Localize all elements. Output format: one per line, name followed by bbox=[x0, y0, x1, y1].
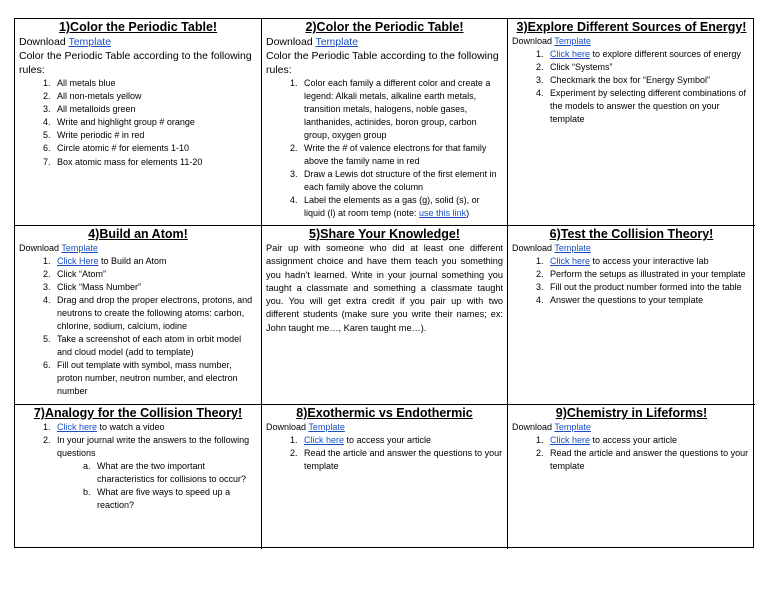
list-item: 4. Label the elements as a gas (g), solid (s), or liquid (l) at room temp (note: use this link) bbox=[300, 194, 503, 220]
template-link[interactable]: Template bbox=[61, 243, 98, 253]
cell-title: 1)Color the Periodic Table! bbox=[58, 20, 218, 34]
list-item: 4. Drag and drop the proper electrons, protons, and neutrons to create the following atoms: carbon, chlorine, sodium, calcium, iodine bbox=[53, 294, 257, 333]
choice-board-grid bbox=[14, 18, 754, 548]
list-item: 2. In your journal write the answers to the following questions a. What are the two important characteristics for collisions to occur? b. What are five ways to speed up a reaction? bbox=[53, 434, 257, 512]
download-line: Download Template bbox=[266, 422, 345, 432]
list-item: 3. Checkmark the box for “Energy Symbol” bbox=[546, 74, 751, 87]
list-item: 2. Perform the setups as illustrated in your template bbox=[546, 268, 751, 281]
click-here-link[interactable]: Click here bbox=[304, 435, 345, 445]
download-line: Download Template bbox=[19, 36, 112, 48]
list-item: 3. Fill out the product number formed into the table bbox=[546, 281, 751, 294]
cell-title: 9)Chemistry in Lifeforms! bbox=[555, 406, 708, 420]
cell-title: 4)Build an Atom! bbox=[88, 227, 188, 241]
cell-color-periodic-table-2 bbox=[262, 19, 508, 226]
use-this-link[interactable]: use this link bbox=[419, 208, 467, 218]
cell-share-knowledge bbox=[262, 226, 508, 405]
template-link[interactable]: Template bbox=[68, 36, 112, 48]
sub-list-item: b. What are five ways to speed up a reaction? bbox=[93, 486, 257, 512]
cell-chemistry-lifeforms bbox=[508, 405, 755, 549]
list-item: 4. Experiment by selecting different combinations of the models to answer the question on your template bbox=[546, 87, 751, 126]
list-item: 1. Click here to access your article bbox=[546, 434, 751, 447]
list-item: 3. Click “Mass Number” bbox=[53, 281, 257, 294]
cell-title: 5)Share Your Knowledge! bbox=[309, 227, 460, 241]
list-item: 5. Take a screenshot of each atom in orbit model and cloud model (add to template) bbox=[53, 333, 257, 359]
click-here-link[interactable]: Click Here bbox=[57, 256, 99, 266]
template-link[interactable]: Template bbox=[554, 422, 591, 432]
cell-title: 2)Color the Periodic Table! bbox=[305, 20, 464, 34]
list-item: 1. Color each family a different color and create a legend: Alkali metals, alkaline earth metals, transition metals, halogens, noble gases, lanthanides, actinides, boron group, carbon group, oxygen group bbox=[300, 77, 503, 142]
click-here-link[interactable]: Click here bbox=[550, 49, 591, 59]
cell-color-periodic-table-1 bbox=[15, 19, 262, 226]
download-line: Download Template bbox=[512, 422, 591, 432]
cell-build-an-atom bbox=[15, 226, 262, 405]
download-line: Download Template bbox=[266, 36, 359, 48]
template-link[interactable]: Template bbox=[308, 422, 345, 432]
cell-title: 8)Exothermic vs Endothermic bbox=[296, 406, 473, 420]
click-here-link[interactable]: Click here bbox=[550, 435, 591, 445]
list-item: 6. Circle atomic # for elements 1-10 bbox=[53, 142, 257, 155]
list-item: 2. Click “Systems” bbox=[546, 61, 751, 74]
list-item: 1. All metals blue bbox=[53, 77, 257, 90]
cell-explore-energy bbox=[508, 19, 755, 226]
list-item: 2. Read the article and answer the questions to your template bbox=[300, 447, 503, 473]
list-item: 1. Click here to access your interactive lab bbox=[546, 255, 751, 268]
template-link[interactable]: Template bbox=[554, 243, 591, 253]
cell-exothermic-endothermic bbox=[262, 405, 508, 549]
cell-title: 7)Analogy for the Collision Theory! bbox=[33, 406, 243, 420]
list-item: 2. All non-metals yellow bbox=[53, 90, 257, 103]
list-item: 5. Write periodic # in red bbox=[53, 129, 257, 142]
list-item: 2. Write the # of valence electrons for that family above the family name in red bbox=[300, 142, 503, 168]
list-item: 3. All metalloids green bbox=[53, 103, 257, 116]
intro-text: Color the Periodic Table according to the following rules: bbox=[19, 50, 252, 76]
share-paragraph: Pair up with someone who did at least one different assignment choice and have them teach you something you hadn’t learned. Write in your journal something you taught a classmate and something a classmate taught you. You will get extra credit if you pair up with two different students (make sure you write their names; ex: John taught me…, Karen taught me…). bbox=[266, 243, 503, 333]
intro-text: Color the Periodic Table according to the following rules: bbox=[266, 50, 499, 76]
list-item: 4. Write and highlight group # orange bbox=[53, 116, 257, 129]
list-item: 2. Read the article and answer the questions to your template bbox=[546, 447, 751, 473]
list-item: 7. Box atomic mass for elements 11-20 bbox=[53, 155, 257, 169]
template-link[interactable]: Template bbox=[554, 36, 591, 46]
list-item: 1. Click here to explore different sources of energy bbox=[546, 48, 751, 61]
sub-list-item: a. What are the two important characteristics for collisions to occur? bbox=[93, 460, 257, 486]
download-line: Download Template bbox=[19, 243, 98, 253]
click-here-link[interactable]: Click here bbox=[57, 422, 98, 432]
list-item: 6. Fill out template with symbol, mass number, proton number, neutron number, and electron number bbox=[53, 359, 257, 398]
list-item: 4. Answer the questions to your template bbox=[546, 294, 751, 307]
download-line: Download Template bbox=[512, 36, 591, 46]
cell-title: 6)Test the Collision Theory! bbox=[549, 227, 714, 241]
download-line: Download Template bbox=[512, 243, 591, 253]
list-item: 1. Click here to watch a video bbox=[53, 421, 257, 434]
list-item: 2. Click “Atom” bbox=[53, 268, 257, 281]
click-here-link[interactable]: Click here bbox=[550, 256, 591, 266]
cell-title: 3)Explore Different Sources of Energy! bbox=[516, 20, 747, 34]
list-item: 3. Draw a Lewis dot structure of the first element in each family above the column bbox=[300, 168, 503, 194]
list-item: 1. Click Here to Build an Atom bbox=[53, 255, 257, 268]
cell-collision-analogy bbox=[15, 405, 262, 549]
list-item: 1. Click here to access your article bbox=[300, 434, 503, 447]
cell-collision-theory-lab bbox=[508, 226, 755, 405]
template-link[interactable]: Template bbox=[315, 36, 359, 48]
